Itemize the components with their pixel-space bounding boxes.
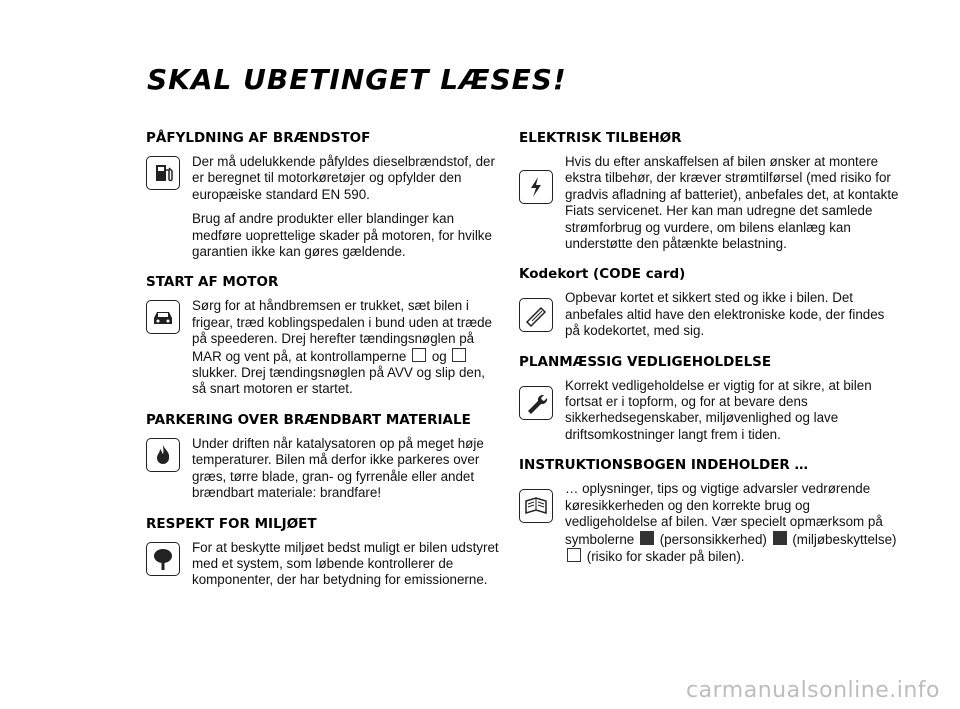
environment-protection-icon — [773, 531, 787, 545]
wrench-icon — [519, 386, 553, 420]
section-heading: PLANMÆSSIG VEDLIGEHOLDELSE — [519, 353, 772, 370]
book-icon — [519, 489, 553, 523]
section-heading: PÅFYLDNING AF BRÆNDSTOF — [146, 130, 371, 146]
code-text: Opbevar kortet et sikkert sted og ikke i bilen. Det anbefales altid have den elektroniske kode, der findes på kodekortet, med sig. — [565, 290, 885, 339]
section-code-card — [519, 266, 899, 339]
page-title: SKAL UBETINGET LÆSES! — [147, 63, 567, 96]
section-electrical — [519, 130, 899, 252]
car-icon — [146, 300, 180, 334]
lightning-icon — [519, 170, 553, 204]
section-environment — [146, 516, 502, 589]
section-heading: INSTRUKTIONSBOGEN INDEHOLDER … — [519, 457, 809, 474]
fuel-text-2: Brug af andre produkter eller blandinger kan medføre uoprettelige skader på motoren, for hvilke garantien ikke kan gøres gældende. — [192, 211, 492, 260]
manual-text: … oplysninger, tips og vigtige advarsler vedrørende køresikkerheden og den korrekte brug og vedligeholdelse af bilen. Vær specielt opmærksom på symbolerne (personsikkerhed) (miljøbeskyttelse) (risiko for skader på bilen). — [565, 481, 897, 564]
section-fuel — [146, 130, 502, 260]
left-column — [146, 130, 502, 603]
glow-plug-lamp-icon — [452, 348, 466, 362]
section-manual — [519, 457, 899, 565]
fuel-text-1: Der må udelukkende påfyldes dieselbrændstof, der er beregnet til motorkøretøjer og opfylder den europæiske standard EN 590. — [192, 154, 495, 202]
section-start — [146, 274, 502, 397]
section-parking — [146, 412, 502, 502]
electrical-text: Hvis du efter anskaffelsen af bilen ønsker at montere ekstra tilbehør, der kræver strømtilførsel (med risiko for gradvis afladning af batteriet), anbefales det, at kontakte Fiats servicenet. Her kan man udregne det samlede strømforbrug og vurdere, om bilens elanlæg kan understøtte den påtænkte belastning. — [565, 154, 899, 252]
section-heading: ELEKTRISK TILBEHØR — [519, 130, 682, 146]
immobilizer-lamp-icon — [412, 348, 426, 362]
maintenance-text: Korrekt vedligeholdelse er vigtig for at sikre, at bilen fortsat er i topform, og for at bevare dens sikkerhedsegenskaber, miljøvenlighed og lave driftsomkostninger langt frem i tiden. — [565, 377, 872, 442]
fire-icon — [146, 438, 180, 472]
fuel-pump-icon — [146, 156, 180, 190]
section-maintenance — [519, 354, 899, 444]
start-text: Sørg for at håndbremsen er trukket, sæt bilen i frigear, træd koblingspedalen i bund uden at træde på speederen. Drej herefter tændingsnøglen på MAR og vent på, at kontrollamperne og slukker. Drej tændingsnøglen på AVV og slip den, så snart motoren er startet. — [192, 298, 493, 397]
environment-text: For at beskytte miljøet bedst muligt er bilen udstyret med et system, som løbende kontrollerer de komponenter, der har betydning for emissionerne. — [192, 539, 499, 588]
vehicle-damage-icon — [567, 548, 581, 562]
watermark: carmanualsonline.info — [686, 678, 940, 703]
code-card-icon — [519, 298, 553, 332]
right-column — [519, 130, 899, 579]
personal-safety-icon — [640, 531, 654, 545]
parking-text: Under driften når katalysatoren op på meget høje temperaturer. Bilen må derfor ikke parkeres over græs, tørre blade, gran- og fyrrenåle eller andet brændbart materiale: brandfare! — [192, 435, 484, 501]
tree-icon — [146, 542, 180, 576]
section-heading: PARKERING OVER BRÆNDBART MATERIALE — [146, 411, 471, 428]
section-heading: Kodekort (CODE card) — [519, 266, 686, 283]
section-heading: START AF MOTOR — [146, 274, 279, 291]
section-heading: RESPEKT FOR MILJØET — [146, 515, 317, 532]
